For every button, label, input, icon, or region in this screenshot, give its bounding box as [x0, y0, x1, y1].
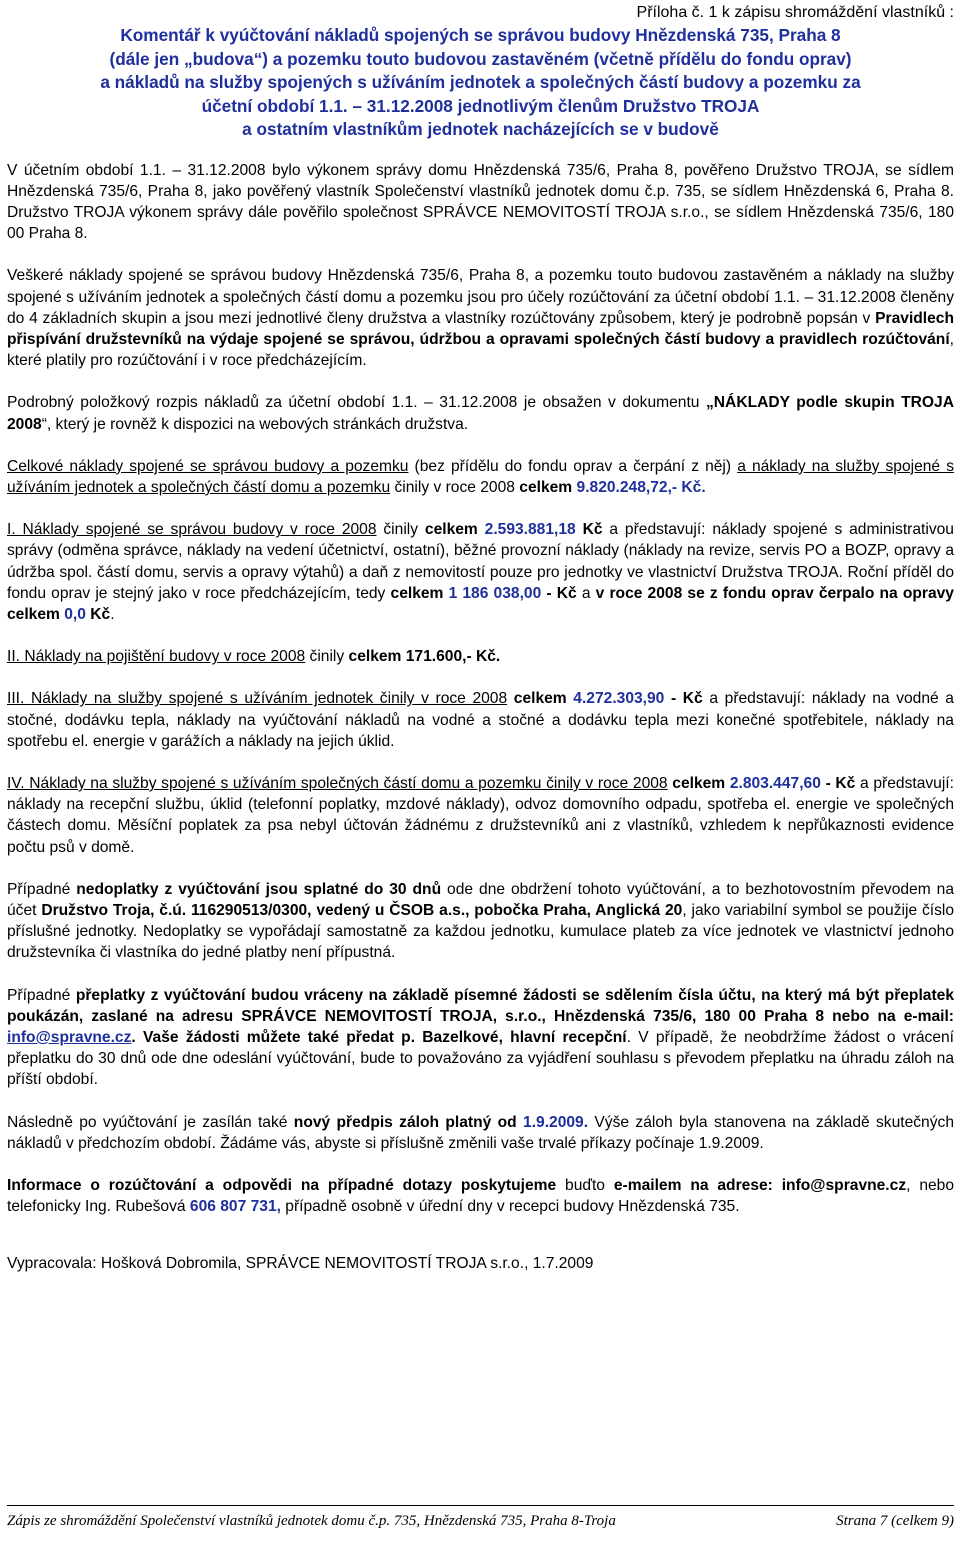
contact-phone: 606 807 731, [189, 1198, 281, 1216]
contact-text-1: buďto [556, 1177, 614, 1195]
advances-label: nový předpis záloh platný od [293, 1113, 517, 1131]
costs-paragraph [7, 265, 954, 371]
overpay-reception: . Vaše žádosti můžete také předat p. Bazelkové, hlavní recepční [131, 1029, 627, 1046]
group-1-label: I. Náklady spojené se správou budovy v roce 2008 [7, 521, 377, 539]
title-line-4: účetní období 1.1. – 31.12.2008 jednotlivým členům Družstvo TROJA [201, 95, 760, 116]
document-title [7, 24, 954, 142]
overpayment-paragraph [7, 985, 954, 1091]
group-1-text-4: . [110, 605, 115, 623]
detail-text-2: “, který je rovněž k dispozici na webových stránkách družstva. [41, 415, 469, 433]
group-1-celkem-2: celkem [390, 584, 444, 602]
title-line-2: (dále jen „budova“) a pozemku touto budovou zastavěném (včetně přídělu do fondu oprav) [109, 48, 852, 69]
group-1-currency: Kč [582, 521, 603, 539]
total-costs-paragraph [7, 456, 954, 498]
group-2-amount: celkem 171.600,- Kč. [348, 648, 501, 666]
repair-fund-usage-label: v roce 2008 se z fondu oprav čerpalo na opravy celkem [7, 584, 954, 623]
group-3-amount: 4.272.303,90 [573, 690, 665, 708]
repair-fund-amount: 1 186 038,00 [448, 584, 542, 602]
signature: Vypracovala: Hošková Dobromila, SPRÁVCE NEMOVITOSTÍ TROJA s.r.o., 1.7.2009 [7, 1255, 594, 1273]
overpay-instructions: přeplatky z vyúčtování budou vráceny na základě písemné žádosti se sdělením čísla účtu, na který má být přeplatek poukázán, zaslané na adresu SPRÁVCE NEMOVITOSTÍ TROJA, s.r.o., Hnězdenská 735/6, 180 00 Praha 8 nebo na e-mail: [7, 986, 954, 1025]
attachment-note: Příloha č. 1 k zápisu shromáždění vlastníků : [636, 4, 954, 21]
overpay-text-3: . V případě, že neobdržíme žádost o vrácení přeplatku do 30 dnů ode dne odeslání vyúčtování, bude to považováno za vyjádření souhlasu s převodem přeplatku na úhradu záloh na příští období. [7, 1029, 954, 1089]
group-3-paragraph [7, 688, 954, 752]
arrears-deadline: nedoplatky z vyúčtování jsou splatné do 30 dnů [76, 880, 442, 898]
repair-fund-used-amount: 0,0 [64, 605, 86, 623]
document-page [7, 0, 954, 1275]
rules-reference: Pravidlech přispívání družstevníků na výdaje spojené se správou, údržbou a opravami společných částí budovy a pravidlech rozúčtování [7, 309, 954, 348]
group-4-label: IV. Náklady na služby spojené s užíváním společných částí domu a pozemku činily v roce 2008 [7, 774, 668, 792]
group-2-label: II. Náklady na pojištění budovy v roce 2008 [7, 648, 306, 666]
intro-paragraph [7, 160, 954, 245]
footer-title: Zápis ze shromáždění Společenství vlastníků jednotek domu č.p. 735, Hnězdenská 735, Praha 8-Troja [7, 1513, 616, 1529]
group-1-text-1: činily [376, 521, 425, 539]
arrears-text-2: ode dne obdržení tohoto vyúčtování, a to bezhotovostním převodem na účet [7, 880, 955, 919]
intro-text: V účetním období 1.1. – 31.12.2008 bylo výkonem správy domu Hnězdenská 735/6, Praha 8, pověřeno Družstvo TROJA, se sídlem Hnězdenská 735/6, Praha 8, jako pověřený vlastník Společenství vlastníků jednotek domu č.p. 735, se sídlem Hnězdenská 6, Praha 8. Družstvo TROJA výkonem správy dále pověřilo společnost SPRÁVCE NEMOVITOSTÍ TROJA s.r.o., se sídlem Hnězdenská 735/6, 180 00 Praha 8. [7, 161, 954, 243]
costs-text-2: , které platily pro rozúčtování i v roce předcházejícím. [7, 330, 954, 370]
group-4-currency: - Kč [825, 774, 856, 792]
advances-text-1: Následně po vyúčtování je zasílán také [7, 1113, 294, 1131]
group-2-text-1: činily [305, 648, 349, 666]
page-number: Strana 7 (celkem 9) [836, 1513, 954, 1529]
advances-date: 1.9.2009. [523, 1113, 589, 1131]
total-label: celkem [519, 478, 573, 496]
detail-paragraph: Podrobný položkový rozpis nákladů za účetní období 1.1. – 31.12.2008 je obsažen v dokumentu „NÁKLADY podle skupin TROJA 2008“, který je rovněž k dispozici na webových stránkách družstva. [7, 394, 954, 433]
group-1-currency-2: - Kč [546, 584, 577, 602]
document-reference: NÁKLADY podle skupin TROJA 2008 [7, 394, 954, 433]
group-1-celkem: celkem [424, 521, 478, 539]
arrears-text-3: , jako variabilní symbol se použije číslo příslušné jednotky. Nedoplatky se vypořádají samostatně za každou jednotku, kumulace plateb za více jednotek ve vlastnictví jednoho družstevníka či vlastníka do jedné platby není přípustná. [7, 901, 955, 962]
costs-text-1: Veškeré náklady spojené se správou budovy Hnězdenská 735/6, Praha 8, a pozemku touto budovou zastavěném a náklady na služby spojené s užíváním jednotek a společných částí domu a pozemku jsou pro účely rozúčtování za účetní období 1.1. – 31.12.2008 členěny do 4 základních skupin a jsou mezi jednotlivé členy družstva a vlastníky rozúčtovány způsobem, který je podrobně popsán v [7, 267, 954, 327]
detail-text-1: Podrobný položkový rozpis nákladů za účetní období 1.1. – 31.12.2008 je obsažen v dokumentu [7, 394, 706, 412]
title-line-1: Komentář k vyúčtování nákladů spojených se správou budovy Hnězdenská 735, Praha 8 [120, 25, 841, 45]
group-3-currency: - Kč [670, 690, 703, 708]
contact-text-3: případně osobně v úřední dny v recepci budovy Hnězdenská 735. [280, 1198, 740, 1216]
overpay-text-1: Případné [7, 986, 76, 1004]
total-amount: 9.820.248,72,- Kč. [576, 478, 706, 496]
arrears-text-1: Případné [7, 880, 77, 898]
title-line-5: a ostatním vlastníkům jednotek nacházejících se v budově [242, 119, 719, 139]
bank-account: Družstvo Troja, č.ú. 116290513/0300, vedený u ČSOB a.s., pobočka Praha, Anglická 20 [41, 901, 683, 919]
group-1-text-3: a [576, 584, 596, 602]
group-1-currency-3: Kč [90, 605, 111, 623]
group-3-celkem: celkem [513, 690, 567, 708]
group-3-space [507, 690, 514, 707]
page-footer [7, 1505, 954, 1530]
contact-paragraph [7, 1175, 954, 1217]
group-1-text-2: a představují: náklady spojené s administrativou správy (odměna správce, náklady na vedení účetnictví, ostatní), běžné provozní náklady (náklady na revize, servis PO a BOZP, opravy a údržba spol. částí domu, servis a opravy výtahů) a daň z nemovitostí pouze pro jednotky ve vlastnictví Družstva TROJA. Roční příděl do fondu oprav je stejný jako v roce předcházejícím, tedy [7, 521, 954, 602]
total-underline-1: Celkové náklady spojené se správou budovy a pozemku [7, 457, 409, 475]
advances-text-2: Výše záloh byla stanovena na základě skutečných nákladů v předchozím období. Žádáme vás, abyste si příslušně změnili vaše trvalé příkazy počínaje 1.9.2009. [7, 1113, 954, 1152]
total-text-1: (bez přídělu do fondu oprav a čerpání z něj) [408, 457, 738, 475]
title-line-3: a nákladů na služby spojených s užíváním jednotek a společných částí budovy a pozemku za [100, 72, 861, 92]
arrears-paragraph [7, 879, 954, 964]
email-link[interactable]: info@spravne.cz [7, 1029, 132, 1046]
group-4-amount: 2.803.447,60 [729, 774, 821, 792]
group-3-label: III. Náklady na služby spojené s užíváním jednotek činily v roce 2008 [7, 690, 508, 708]
total-underline-2: a náklady na služby spojené s užíváním jednotek a společných částí domu a pozemku [7, 457, 954, 496]
group-4-paragraph [7, 773, 954, 858]
group-2-paragraph [7, 646, 954, 667]
group-1-amount: 2.593.881,18 [484, 521, 576, 539]
group-3-text: a představují: náklady na vodné a stočné, dodávku tepla, náklady na vyúčtování nákladů na vodné a stočné a dodávku tepla mezi konečné spotřebitele, náklady na spotřebu el. energie v garážích a náklady na jejich úklid. [7, 690, 954, 750]
contact-text-2: , nebo telefonicky Ing. Rubešová [7, 1177, 955, 1216]
advances-paragraph [7, 1112, 954, 1154]
total-text-2: činily v roce 2008 [390, 478, 520, 496]
contact-email: e-mailem na adrese: info@spravne.cz [613, 1177, 907, 1195]
contact-label: Informace o rozúčtování a odpovědi na případné dotazy poskytujeme [7, 1177, 557, 1195]
group-4-text: a představují: náklady na recepční službu, úklid (telefonní poplatky, mzdové náklady), odvoz domovního odpadu, spotřeba el. energie ve společných částech domu. Měsíční poplatek za psa nebyl účtován žádnému z družstevníků ani z vlastníků, vzhledem k nepřůkaznosti evidence počtu psů v domě. [7, 774, 954, 856]
group-1-paragraph [7, 519, 954, 625]
group-4-celkem: celkem [672, 774, 726, 792]
